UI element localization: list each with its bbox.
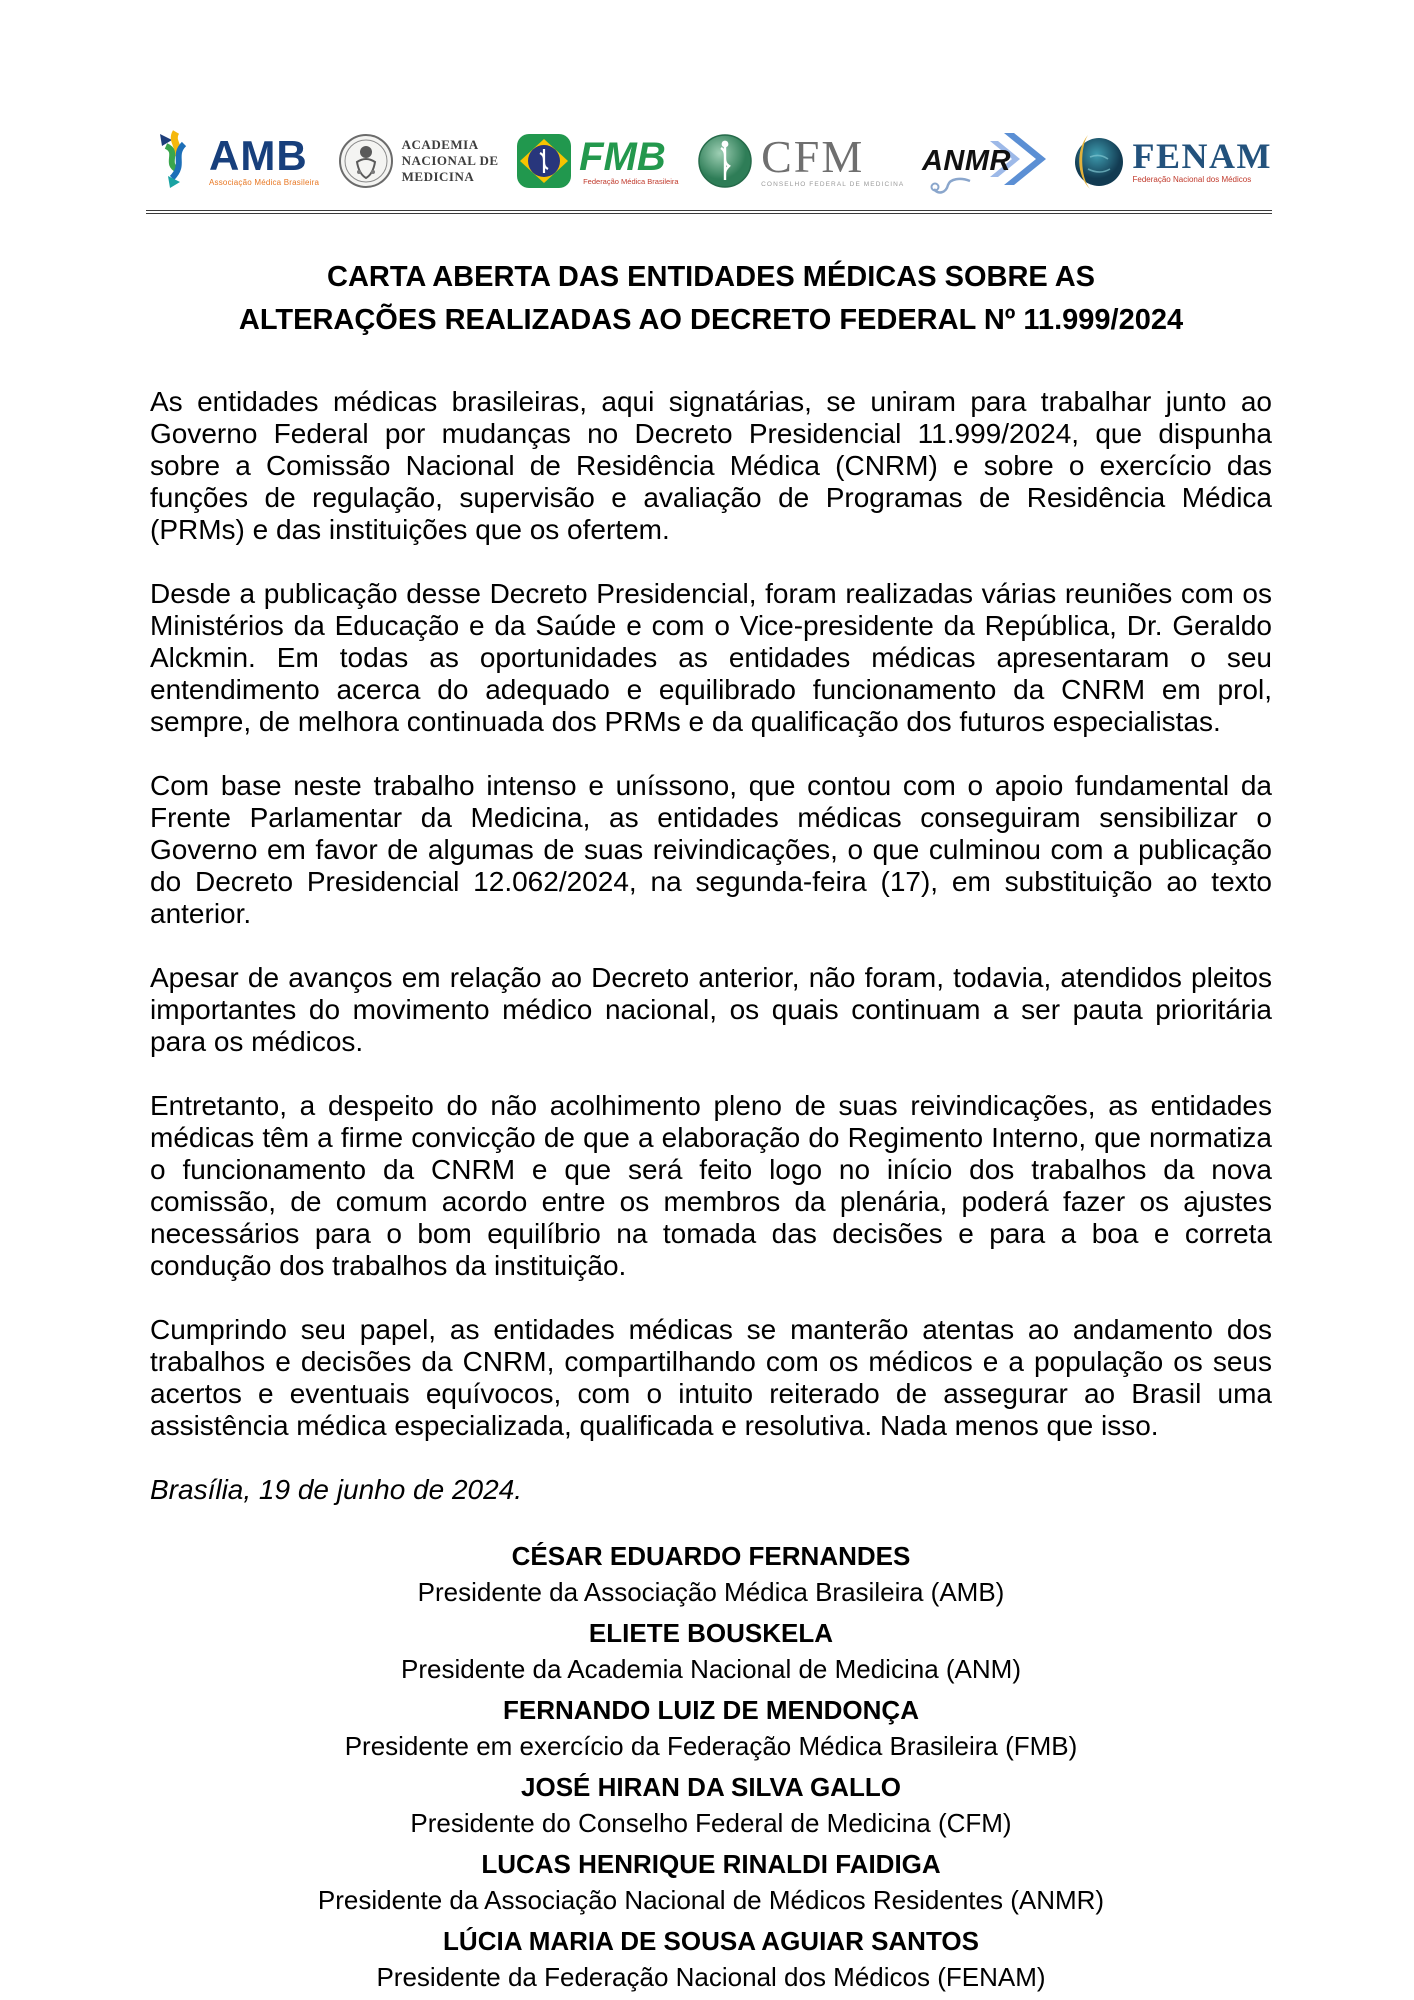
signature-block xyxy=(150,1769,1272,1841)
cfm-sphere-icon xyxy=(696,132,754,190)
paragraph-4: Apesar de avanços em relação ao Decreto anterior, não foram, todavia, atendidos pleitos importantes do movimento médico nacional, os quais continuam a ser pauta prioritária para os médicos. xyxy=(150,962,1272,1057)
signatory-role: Presidente da Associação Nacional de Médicos Residentes (ANMR) xyxy=(317,1885,1105,1915)
signature-block xyxy=(150,1692,1272,1764)
cfm-wordmark: CFM xyxy=(761,130,865,182)
paragraph-1: As entidades médicas brasileiras, aqui signatárias, se uniram para trabalhar junto ao Governo Federal por mudanças no Decreto Presidencial 11.999/2024, que dispunha sobre a Comissão Nacional de Residência Médica (CNRM) e sobre o exercício das funções de regulação, supervisão e avaliação de Programas de Residência Médica (PRMs) e das instituições que os ofertem. xyxy=(150,386,1272,545)
paragraph-2: Desde a publicação desse Decreto Presidencial, foram realizadas várias reuniões com os Ministérios da Educação e da Saúde e com o Vice-presidente da República, Dr. Geraldo Alckmin. Em todas as oportunidades as entidades médicas apresentaram o seu entendimento acerca do adequado e equilibrado funcionamento da CNRM em prol, sempre, de melhora continuada dos PRMs e da qualificação dos futuros especialistas. xyxy=(150,578,1272,737)
paragraph-3: Com base neste trabalho intenso e uníssono, que contou com o apoio fundamental da Frente Parlamentar da Medicina, as entidades médicas conseguiram sensibilizar o Governo em favor de algumas de suas reivindicações, o que culminou com a publicação do Decreto Presidencial 12.062/2024, na segunda-feira (17), em substituição ao texto anterior. xyxy=(150,770,1272,929)
logo-bar xyxy=(150,126,1272,196)
signatory-name: JOSÉ HIRAN DA SILVA GALLO xyxy=(521,1772,901,1802)
signature-block xyxy=(150,1615,1272,1687)
fmb-subtext: Federação Médica Brasileira xyxy=(583,176,679,186)
signatory-name: LÚCIA MARIA DE SOUSA AGUIAR SANTOS xyxy=(443,1926,979,1956)
title-line-1: CARTA ABERTA DAS ENTIDADES MÉDICAS SOBRE AS xyxy=(327,261,1095,293)
document-title xyxy=(150,256,1272,342)
signatory-role: Presidente da Associação Médica Brasileira (AMB) xyxy=(417,1577,1005,1607)
anm-name-line3: MEDICINA xyxy=(401,169,475,185)
header-divider xyxy=(146,210,1272,214)
signatory-role: Presidente do Conselho Federal de Medicina (CFM) xyxy=(410,1808,1012,1838)
fenam-wordmark: FENAM xyxy=(1132,136,1272,176)
anmr-logo xyxy=(922,129,1050,193)
dateline: Brasília, 19 de junho de 2024. xyxy=(150,1474,523,1505)
signature-block xyxy=(150,1538,1272,1610)
signature-block xyxy=(150,1846,1272,1918)
fenam-logo xyxy=(1068,131,1272,191)
amb-logo xyxy=(150,130,319,192)
signatory-name: FERNANDO LUIZ DE MENDONÇA xyxy=(503,1695,919,1725)
fmb-wordmark: FMB xyxy=(579,134,666,179)
signatory-name: LUCAS HENRIQUE RINALDI FAIDIGA xyxy=(481,1849,941,1879)
signatory-role: Presidente da Federação Nacional dos Médicos (FENAM) xyxy=(376,1962,1046,1992)
signatory-role: Presidente da Academia Nacional de Medicina (ANM) xyxy=(401,1654,1021,1684)
cfm-logo xyxy=(696,132,904,190)
signature-block xyxy=(150,1923,1272,1995)
anm-name-line2: NACIONAL DE xyxy=(401,152,499,168)
amb-subtext: Associação Médica Brasileira xyxy=(209,178,320,187)
paragraph-6: Cumprindo seu papel, as entidades médicas se manterão atentas ao andamento dos trabalhos e decisões da CNRM, compartilhando com os médicos e a população os seus acertos e eventuais equívocos, com o intuito reiterado de assegurar ao Brasil uma assistência médica especializada, qualificada e resolutiva. Nada menos que isso. xyxy=(150,1314,1272,1441)
signatory-name: CÉSAR EDUARDO FERNANDES xyxy=(511,1541,911,1571)
anmr-wordmark: ANMR xyxy=(921,145,1011,177)
anm-seal-icon xyxy=(337,132,395,190)
fmb-logo xyxy=(516,133,678,189)
fenam-globe-icon xyxy=(1068,131,1126,191)
signatory-role: Presidente em exercício da Federação Médica Brasileira (FMB) xyxy=(344,1731,1078,1761)
anm-logo xyxy=(337,132,499,190)
letter-body xyxy=(150,386,1272,1506)
signatory-name: ELIETE BOUSKELA xyxy=(588,1618,834,1648)
anm-name-line1: ACADEMIA xyxy=(401,136,479,152)
title-line-2: ALTERAÇÕES REALIZADAS AO DECRETO FEDERAL Nº 11.999/2024 xyxy=(238,304,1184,336)
amb-caduceus-icon xyxy=(150,130,202,192)
fenam-subtext: Federação Nacional dos Médicos xyxy=(1132,175,1252,184)
amb-wordmark: AMB xyxy=(209,132,308,179)
fmb-flag-icon xyxy=(516,133,572,189)
signature-list xyxy=(150,1538,1272,1995)
cfm-subtext: CONSELHO FEDERAL DE MEDICINA xyxy=(761,180,905,188)
paragraph-5: Entretanto, a despeito do não acolhimento pleno de suas reivindicações, as entidades médicas têm a firme convicção de que a elaboração do Regimento Interno, que normatiza o funcionamento da CNRM e que será feito logo no início dos trabalhos da nova comissão, de comum acordo entre os membros da plenária, poderá fazer os ajustes necessários para o bom equilíbrio na tomada das decisões e para a boa e correta condução dos trabalhos da instituição. xyxy=(150,1090,1272,1281)
